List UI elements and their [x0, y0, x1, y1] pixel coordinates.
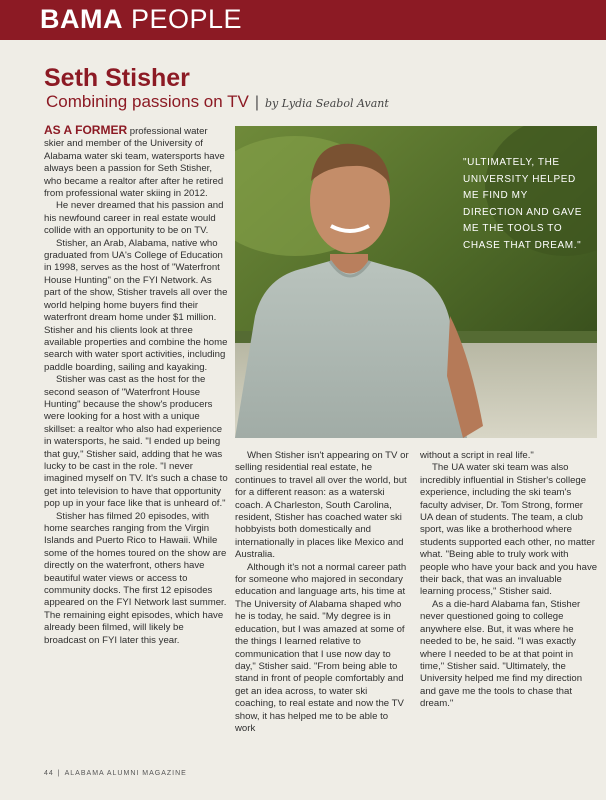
section-title-bold: BAMA — [40, 4, 123, 34]
page-footer — [44, 770, 187, 777]
paragraph: The UA water ski team was also incredibly influential in Stisher's college experience, including the ski team's faculty adviser, Dr. Tom Strong, former UA dean of students. The team, a club sport, was like a brotherhood where students supported each other, no matter what. "Being able to truly work with people who have your back and you have their back, that was an invaluable learning process," Stisher said. — [420, 462, 598, 598]
text-column-3 — [420, 450, 598, 711]
page-number: 44 — [44, 770, 54, 777]
pull-quote: "ULTIMATELY, THE UNIVERSITY HELPED ME FIND MY DIRECTION AND GAVE ME THE TOOLS TO CHASE THAT DREAM." — [463, 157, 582, 251]
paragraph: Stisher was cast as the host for the second season of "Waterfront House Hunting" because the show's producers were looking for a host with a unique skillset: a realtor who also had experience in watersports, he said. "I ended up being that guy," Stisher said, adding that he was lucky to be cast in the role. "I never imagined myself on TV. It's such a chase to get into television to have that opportunity pop up in your face like that is unheard of." — [44, 374, 228, 510]
paragraph: Stisher, an Arab, Alabama, native who graduated from UA's College of Education in 1998, serves as the host of "Waterfront House Hunting" on the FYI Network. As part of the show, Stisher travels all over the world helping home buyers find their waterfront dream home under $1 million. Stisher and his clients look at three available properties and combine the home search with water sport activities, including paddle boarding, sailing and kayaking. — [44, 237, 228, 373]
article-title: Seth Stisher — [44, 64, 190, 92]
paragraph: Although it's not a normal career path for someone who majored in secondary education and language arts, his time at The University of Alabama shaped who he is today, he said. "My degree is in education, but I was amazed at some of the things I learned relative to communication that I use now day to day," Stisher said. "From being able to stand in front of people comfortably and get an idea across, to water ski coaching, to real estate and now the TV show, it has helped me to be able to work — [235, 561, 407, 734]
subtitle-separator: | — [254, 94, 260, 111]
lead-in: AS A FORMER — [44, 123, 128, 137]
footer-separator: | — [57, 770, 61, 777]
article-byline: by Lydia Seabol Avant — [265, 97, 389, 110]
section-title — [40, 4, 242, 35]
paragraph: without a script in real life." — [420, 450, 534, 461]
text-column-1 — [44, 124, 228, 647]
paragraph: He never dreamed that his passion and his newfound career in real estate would collide with an opportunity to be on TV. — [44, 200, 224, 237]
paragraph: As a die-hard Alabama fan, Stisher never questioned going to college anywhere else. But, it was where he needed to be, he said. "I was exactly where I needed to be at that point in time," Stisher said. "Ultimately, the University helped me find my direction and gave me the tools to chase that dream." — [420, 598, 583, 710]
paragraph: AS A FORMER professional water skier and member of the University of Alabama water ski team, watersports have always been a passion for Seth Stisher, who became a realtor after after he retired from professional water skiing in 2012. — [44, 123, 225, 200]
article-subtitle: Combining passions on TV — [46, 92, 249, 111]
paragraph: When Stisher isn't appearing on TV or selling residential real estate, he continues to travel all over the world, but for a different reason: as a waterski coach. A Charleston, South Carolina, resident, Stisher has coached water ski hobbyists both domestically and internationally in places like Mexico and Australia. — [235, 450, 409, 561]
text-column-2 — [235, 450, 409, 735]
section-banner — [0, 0, 606, 40]
magazine-name: ALABAMA ALUMNI MAGAZINE — [64, 770, 187, 777]
paragraph: Stisher has filmed 20 episodes, with home searches ranging from the Virgin Islands and Puerto Rico to Hawaii. While some of the homes toured on the show are directly on the waterfront, others have beautiful water views or access to community docks. The first 12 episodes appeared on the FYI Network last summer. The remaining eight episodes, which have already been filmed, will likely be broadcast on FYI later this year. — [44, 510, 227, 646]
section-title-rest: PEOPLE — [131, 4, 243, 34]
article-subtitle-line — [46, 92, 389, 112]
